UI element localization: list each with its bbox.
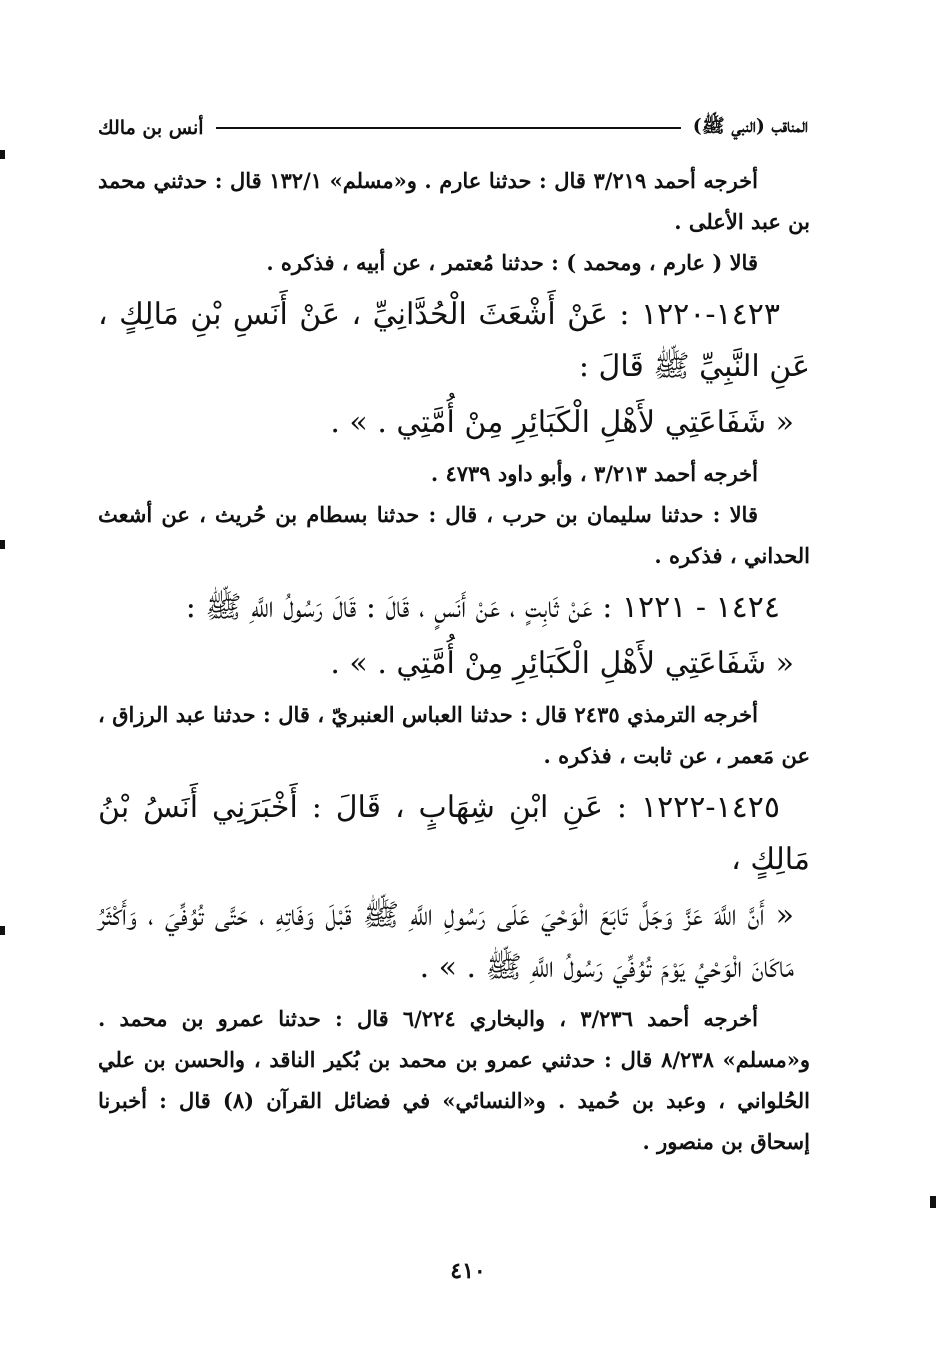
scan-edge-mark [0, 150, 5, 159]
hadith-isnad: ١٤٢٤ - ١٢٢١ : عَنْ ثَابِتٍ ، عَنْ أَنَسٍ ، قَالَ : قَالَ رَسُولُ اللَّهِ ﷺ : [185, 590, 780, 625]
page-number: ٤١٠ [450, 1258, 486, 1284]
hadith-matn: « شَفَاعَتِي لأَهْلِ الْكَبَائِرِ مِنْ أُمَّتِي . » . [330, 646, 794, 681]
header-subject: أنس بن مالك [98, 117, 204, 139]
running-header [98, 108, 808, 148]
scan-edge-mark [930, 1196, 936, 1208]
hadith-matn: « شَفَاعَتِي لأَهْلِ الْكَبَائِرِ مِنْ أُمَّتِي . » . [330, 405, 794, 440]
source-note: أخرجه الترمذي ٢٤٣٥ قال : حدثنا العباس العنبريّ ، قال : حدثنا عبد الرزاق ، عن مَعمر ، عن ثابت ، فذكره . [98, 702, 810, 768]
source-note: قالا ( عارم ، ومحمد ) : حدثنا مُعتمر ، عن أبيه ، فذكره . [266, 250, 758, 275]
hadith-matn: « أَنَّ اللَّهَ عَزَّ وَجَلَّ تَابَعَ الْوَحْيَ عَلَى رَسُولِ اللَّهِ ﷺ قَبْلَ وَفَاتِهِ ، حَتَّى تُوُفِّيَ ، وَأَكْثَرُ مَاكَانَ الْوَحْيُ يَوْمَ تُوُفِّيَ رَسُولُ اللَّهِ ﷺ . » . [98, 898, 794, 985]
header-chapter: المناقب (النبي ﷺ) [692, 115, 808, 137]
source-note: أخرجه أحمد ٣/٢١٣ ، وأبو داود ٤٧٣٩ . [430, 461, 758, 486]
hadith-isnad: ١٤٢٣-١٢٢٠ : عَنْ أَشْعَثَ الْحُدَّانِيِّ ، عَنْ أَنَسِ بْنِ مَالِكٍ ، عَنِ النَّبِيِّ ﷺ قَالَ : [98, 297, 810, 384]
source-note: أخرجه أحمد ٣/٢١٩ قال : حدثنا عارم . و«مسلم» ١٣٢/١ قال : حدثني محمد بن عبد الأعلى . [98, 168, 810, 234]
header-rule [216, 127, 681, 129]
scan-edge-mark [0, 540, 5, 549]
source-note: أخرجه أحمد ٣/٢٣٦ ، والبخاري ٦/٢٢٤ قال : حدثنا عمرو بن محمد . و«مسلم» ٨/٢٣٨ قال : حدثني عمرو بن محمد بن بُكير الناقد ، والحسن بن علي الحُلواني ، وعبد بن حُميد . و«النسائي» في فضائل القرآن (٨) قال : أخبرنا إسحاق بن منصور . [98, 1006, 810, 1154]
hadith-isnad: ١٤٢٥-١٢٢٢ : عَنِ ابْنِ شِهَابٍ ، قَالَ : أَخْبَرَنِي أَنَسُ بْنُ مَالِكٍ ، [98, 790, 810, 877]
scan-edge-mark [0, 926, 5, 935]
page-body [98, 160, 810, 1162]
source-note: قالا : حدثنا سليمان بن حرب ، قال : حدثنا بسطام بن حُريث ، عن أشعث الحداني ، فذكره . [98, 502, 810, 568]
